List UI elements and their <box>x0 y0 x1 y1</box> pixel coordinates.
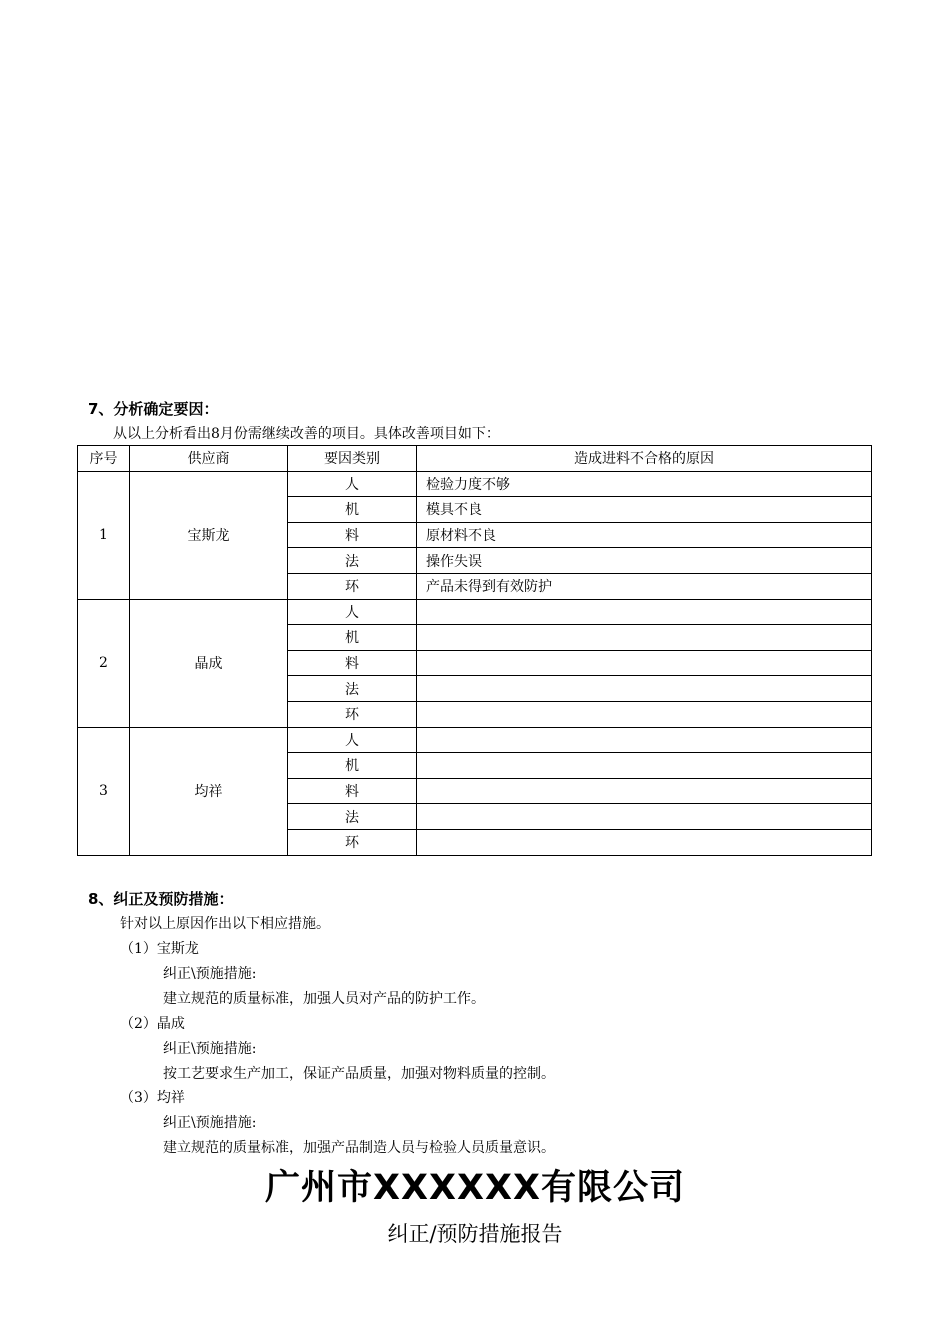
reason-cell: 操作失误 <box>417 548 872 574</box>
reason-cell <box>417 676 872 702</box>
category-cell: 人 <box>288 599 417 625</box>
measure-title: （2）晶成 <box>120 1016 185 1032</box>
category-cell: 料 <box>288 650 417 676</box>
measure-title: （3）均祥 <box>120 1090 185 1106</box>
measure-label: 纠正\预施措施: <box>163 966 257 982</box>
reason-cell <box>417 778 872 804</box>
reason-cell <box>417 625 872 651</box>
table-header-row <box>78 446 872 472</box>
category-cell: 人 <box>288 471 417 497</box>
category-cell: 机 <box>288 753 417 779</box>
section7-heading: 7、分析确定要因： <box>88 400 219 418</box>
category-cell: 环 <box>288 701 417 727</box>
table-row <box>78 727 872 753</box>
category-cell: 机 <box>288 625 417 651</box>
category-cell: 料 <box>288 522 417 548</box>
measure-label: 纠正\预施措施: <box>163 1041 257 1057</box>
category-cell: 人 <box>288 727 417 753</box>
category-cell: 法 <box>288 804 417 830</box>
reason-cell: 检验力度不够 <box>417 471 872 497</box>
category-cell: 料 <box>288 778 417 804</box>
report-title: 纠正/预防措施报告 <box>387 1222 563 1246</box>
header-reason: 造成进料不合格的原因 <box>417 446 872 472</box>
category-cell: 环 <box>288 573 417 599</box>
measure-label: 纠正\预施措施: <box>163 1115 257 1131</box>
header-category: 要因类别 <box>288 446 417 472</box>
header-supplier: 供应商 <box>130 446 288 472</box>
category-cell: 法 <box>288 548 417 574</box>
group-supplier: 均祥 <box>130 727 288 855</box>
reason-cell <box>417 701 872 727</box>
reason-cell <box>417 599 872 625</box>
section8-heading: 8、纠正及预防措施： <box>88 890 234 908</box>
category-cell: 法 <box>288 676 417 702</box>
group-no: 1 <box>78 471 130 599</box>
reason-cell <box>417 829 872 855</box>
company-name: 广州市XXXXXX有限公司 <box>265 1168 685 1208</box>
table-row <box>78 471 872 497</box>
reason-cell <box>417 650 872 676</box>
measure-text: 建立规范的质量标准，加强产品制造人员与检验人员质量意识。 <box>163 1140 555 1156</box>
measure-text: 按工艺要求生产加工，保证产品质量，加强对物料质量的控制。 <box>163 1066 555 1082</box>
reason-cell: 原材料不良 <box>417 522 872 548</box>
reason-cell <box>417 727 872 753</box>
group-supplier: 宝斯龙 <box>130 471 288 599</box>
reason-cell <box>417 804 872 830</box>
measure-title: （1）宝斯龙 <box>120 941 199 957</box>
section7-intro: 从以上分析看出8月份需继续改善的项目。具体改善项目如下： <box>113 426 500 442</box>
header-no: 序号 <box>78 446 130 472</box>
reason-cell: 产品未得到有效防护 <box>417 573 872 599</box>
table-row <box>78 599 872 625</box>
reason-cell: 模具不良 <box>417 497 872 523</box>
category-cell: 机 <box>288 497 417 523</box>
factor-table <box>77 445 872 856</box>
measure-text: 建立规范的质量标准，加强人员对产品的防护工作。 <box>163 991 485 1007</box>
group-supplier: 晶成 <box>130 599 288 727</box>
section8-intro: 针对以上原因作出以下相应措施。 <box>120 916 330 932</box>
group-no: 2 <box>78 599 130 727</box>
category-cell: 环 <box>288 829 417 855</box>
group-no: 3 <box>78 727 130 855</box>
reason-cell <box>417 753 872 779</box>
